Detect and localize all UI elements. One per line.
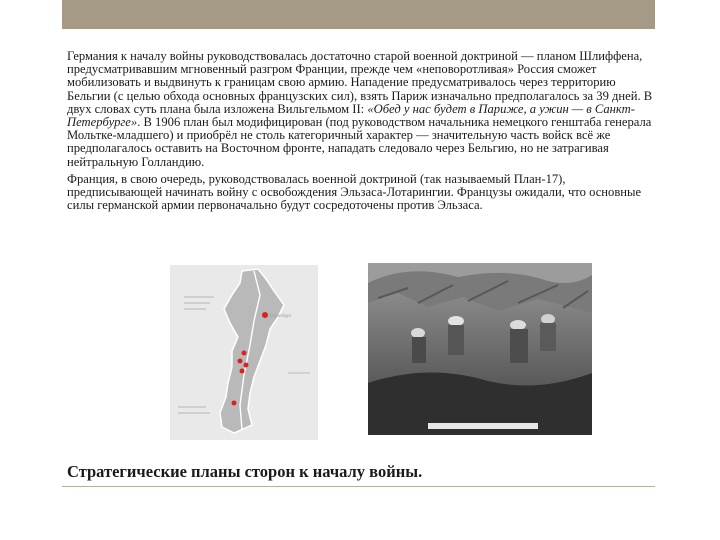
- wilhelm-quote: «Обед у нас будет в Париже, а ужин — в Санкт-Петербурге»: [67, 101, 635, 130]
- trench-soldiers-photo: [368, 263, 592, 435]
- map-city-label: Страсбург: [270, 313, 292, 318]
- alsace-map-graphic: [170, 265, 318, 440]
- paragraph-plan-17: Франция, в свою очередь, руководствовалась военной доктриной (так называемый План-17), предписывающей начинать войну с освобождения Эльзаса-Лотарингии. Французы ожидали, что основные силы германской армии первоначально будут сосредоточены против Эльзаса.: [67, 171, 642, 213]
- trench-photo-graphic: [368, 263, 592, 435]
- alsace-map-image: [170, 265, 318, 440]
- paragraph1-part2: . В 1906 план был модифицирован (под руководством начальника немецкого генштаба генерала Мольтке-младшего) и приобрёл не столь категоричный характер — значительную часть войск всё же предполагалось оставить на Восточном фронте, нападать следовало через Бельгию, но не затрагивая нейтральную Голландию.: [67, 115, 652, 169]
- header-accent-band: [62, 0, 655, 29]
- body-text: [67, 50, 653, 216]
- caption-divider: [62, 486, 655, 487]
- paragraph1-part1: Германия к началу войны руководствовалась достаточно старой военной доктриной — планом Шлиффена, предусматривавшим мгновенный разгром Франции, прежде чем «неповоротливая» Россия сможет мобилизовать и выдвинуть к границам свою армию. Нападение предусматривалось через территорию Бельгии (с целью обхода основных французских сил), взять Париж изначально предполагалось за 39 дней. В двух словах суть плана была изложена Вильгельмом II:: [67, 49, 653, 116]
- slide-caption: Стратегические планы сторон к началу войны.: [67, 462, 423, 481]
- paragraph-schlieffen-plan: [67, 50, 653, 169]
